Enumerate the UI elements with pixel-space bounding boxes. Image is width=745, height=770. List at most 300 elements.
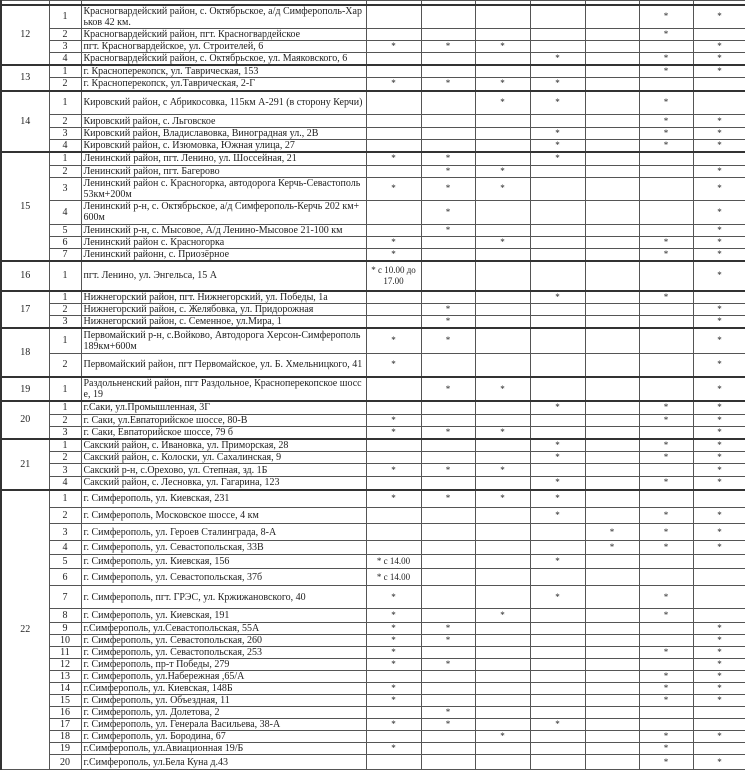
mark-cell xyxy=(585,401,639,414)
mark-cell xyxy=(421,248,475,261)
table-row xyxy=(1,248,745,261)
mark-cell xyxy=(421,128,475,140)
mark-cell: * xyxy=(639,609,693,623)
row-number: 3 xyxy=(49,426,81,439)
table-row xyxy=(1,261,745,291)
mark-cell xyxy=(585,291,639,304)
address-cell: Красногвардейский район, пгт. Красногвардейское xyxy=(81,28,366,40)
mark-cell: * xyxy=(693,140,745,153)
mark-cell xyxy=(475,541,530,555)
mark-cell xyxy=(530,707,585,719)
table-row xyxy=(1,755,745,770)
mark-cell: * xyxy=(421,303,475,315)
mark-cell: * xyxy=(475,78,530,91)
row-number: 3 xyxy=(49,464,81,477)
mark-cell xyxy=(475,755,530,770)
mark-cell: * xyxy=(475,609,530,623)
mark-cell xyxy=(639,719,693,731)
row-number: 6 xyxy=(49,569,81,586)
mark-cell: * xyxy=(693,115,745,128)
mark-cell: * xyxy=(530,490,585,508)
mark-cell xyxy=(366,315,421,328)
mark-cell xyxy=(585,695,639,707)
mark-cell xyxy=(475,671,530,683)
mark-cell xyxy=(639,569,693,586)
table-row xyxy=(1,236,745,248)
mark-cell: * xyxy=(693,248,745,261)
mark-cell xyxy=(639,555,693,569)
mark-cell xyxy=(585,659,639,671)
table-row xyxy=(1,439,745,452)
mark-cell xyxy=(366,52,421,65)
mark-cell: * xyxy=(366,414,421,426)
address-cell: Сакский район, с. Колоски, ул. Сахалинская, 9 xyxy=(81,452,366,464)
mark-cell xyxy=(421,28,475,40)
table-row xyxy=(1,224,745,236)
mark-cell xyxy=(475,261,530,291)
address-cell: Сакский район, с. Ивановка, ул. Приморская, 28 xyxy=(81,439,366,452)
address-cell: Красногвардейский район, с. Октябрьское, ул. Маяковского, 6 xyxy=(81,52,366,65)
mark-cell: * xyxy=(639,743,693,755)
table-row xyxy=(1,5,745,29)
mark-cell: * xyxy=(639,586,693,609)
mark-cell xyxy=(585,248,639,261)
mark-cell: * xyxy=(366,609,421,623)
mark-cell xyxy=(530,315,585,328)
mark-cell: * xyxy=(693,401,745,414)
row-number: 2 xyxy=(49,28,81,40)
address-cell: г. Саки, ул.Евпаторийское шоссе, 80-В xyxy=(81,414,366,426)
mark-cell: * xyxy=(693,683,745,695)
table-row xyxy=(1,508,745,524)
mark-cell xyxy=(366,401,421,414)
group-number: 15 xyxy=(1,152,49,261)
row-number: 20 xyxy=(49,755,81,770)
group-number: 16 xyxy=(1,261,49,291)
mark-cell xyxy=(639,261,693,291)
mark-cell xyxy=(475,303,530,315)
row-number: 2 xyxy=(49,303,81,315)
row-number: 5 xyxy=(49,224,81,236)
table-row xyxy=(1,377,745,401)
mark-cell xyxy=(530,261,585,291)
mark-cell: * xyxy=(585,541,639,555)
group-number: 17 xyxy=(1,291,49,329)
mark-cell: * xyxy=(366,152,421,165)
group-number: 20 xyxy=(1,401,49,439)
row-number: 1 xyxy=(49,65,81,78)
mark-cell: * xyxy=(421,707,475,719)
mark-cell: * xyxy=(530,52,585,65)
mark-cell xyxy=(530,328,585,353)
mark-cell xyxy=(639,78,693,91)
mark-cell: * xyxy=(693,165,745,177)
table-row xyxy=(1,647,745,659)
mark-cell xyxy=(421,569,475,586)
address-cell: г. Симферополь, ул. Героев Сталинграда, 8-А xyxy=(81,524,366,541)
mark-cell: * xyxy=(366,40,421,52)
address-cell: пгт. Ленино, ул. Энгельса, 15 А xyxy=(81,261,366,291)
mark-cell: * xyxy=(639,291,693,304)
mark-cell xyxy=(585,91,639,115)
table-row xyxy=(1,683,745,695)
table-row xyxy=(1,586,745,609)
mark-cell xyxy=(366,671,421,683)
table-row xyxy=(1,152,745,165)
mark-cell: * xyxy=(366,659,421,671)
mark-cell: * xyxy=(693,303,745,315)
mark-cell xyxy=(475,248,530,261)
mark-cell xyxy=(585,177,639,200)
table-row xyxy=(1,477,745,490)
mark-cell xyxy=(475,401,530,414)
mark-cell: * xyxy=(693,731,745,743)
address-cell: г.Симферополь, ул. Киевская, 148Б xyxy=(81,683,366,695)
mark-cell xyxy=(475,647,530,659)
mark-cell: * xyxy=(421,177,475,200)
row-number: 17 xyxy=(49,719,81,731)
mark-cell: * xyxy=(366,426,421,439)
mark-cell: * xyxy=(530,719,585,731)
mark-cell: * xyxy=(366,623,421,635)
mark-cell: * xyxy=(366,328,421,353)
mark-cell xyxy=(530,524,585,541)
mark-cell xyxy=(366,439,421,452)
mark-cell: * xyxy=(475,236,530,248)
table-row xyxy=(1,743,745,755)
address-cell: г. Симферополь, ул. Долетова, 2 xyxy=(81,707,366,719)
mark-cell xyxy=(639,464,693,477)
mark-cell xyxy=(639,635,693,647)
table-row xyxy=(1,303,745,315)
mark-cell: * xyxy=(366,743,421,755)
mark-cell: * xyxy=(530,508,585,524)
mark-cell xyxy=(530,353,585,377)
mark-cell xyxy=(366,140,421,153)
row-number: 14 xyxy=(49,683,81,695)
address-cell: г. Симферополь, ул. Киевская, 156 xyxy=(81,555,366,569)
address-cell: пгт. Красногвардейское, ул. Строителей, 6 xyxy=(81,40,366,52)
mark-cell xyxy=(366,452,421,464)
address-cell: Сакский район, с. Лесновка, ул. Гагарина, 123 xyxy=(81,477,366,490)
mark-cell xyxy=(421,695,475,707)
mark-cell: * xyxy=(693,261,745,291)
group-number: 12 xyxy=(1,5,49,65)
mark-cell xyxy=(530,115,585,128)
row-number: 1 xyxy=(49,152,81,165)
mark-cell xyxy=(475,586,530,609)
mark-cell: * с 10.00 до 17.00 xyxy=(366,261,421,291)
mark-cell xyxy=(585,477,639,490)
mark-cell xyxy=(693,586,745,609)
mark-cell: * xyxy=(366,635,421,647)
mark-cell xyxy=(639,426,693,439)
address-cell: г. Симферополь, ул. Севастопольская, 33В xyxy=(81,541,366,555)
mark-cell xyxy=(530,65,585,78)
mark-cell xyxy=(530,464,585,477)
address-cell: г.Симферополь, ул.Авиационная 19/Б xyxy=(81,743,366,755)
mark-cell xyxy=(585,683,639,695)
mark-cell xyxy=(475,508,530,524)
mark-cell xyxy=(639,707,693,719)
mark-cell xyxy=(639,165,693,177)
mark-cell xyxy=(585,414,639,426)
mark-cell: * xyxy=(693,40,745,52)
mark-cell xyxy=(585,490,639,508)
group-number: 19 xyxy=(1,377,49,401)
mark-cell: * xyxy=(475,165,530,177)
mark-cell xyxy=(585,128,639,140)
mark-cell xyxy=(366,731,421,743)
mark-cell: * xyxy=(475,177,530,200)
mark-cell xyxy=(421,353,475,377)
row-number: 12 xyxy=(49,659,81,671)
table-row xyxy=(1,177,745,200)
row-number: 1 xyxy=(49,328,81,353)
mark-cell xyxy=(421,755,475,770)
mark-cell xyxy=(585,328,639,353)
mark-cell: * xyxy=(366,683,421,695)
mark-cell xyxy=(639,224,693,236)
mark-cell xyxy=(585,452,639,464)
mark-cell xyxy=(693,743,745,755)
mark-cell xyxy=(421,541,475,555)
mark-cell: * xyxy=(693,236,745,248)
mark-cell xyxy=(421,261,475,291)
address-cell: г.Симферополь, ул.Бела Куна д.43 xyxy=(81,755,366,770)
mark-cell: * xyxy=(530,452,585,464)
mark-cell xyxy=(475,414,530,426)
mark-cell xyxy=(585,303,639,315)
address-cell: Кировский район, с. Льговское xyxy=(81,115,366,128)
mark-cell xyxy=(585,40,639,52)
mark-cell: * xyxy=(693,439,745,452)
mark-cell: * xyxy=(693,695,745,707)
mark-cell: * xyxy=(366,719,421,731)
mark-cell: * xyxy=(639,755,693,770)
mark-cell xyxy=(585,464,639,477)
mark-cell: * xyxy=(639,28,693,40)
mark-cell: * xyxy=(693,224,745,236)
mark-cell xyxy=(475,743,530,755)
row-number: 7 xyxy=(49,586,81,609)
mark-cell: * xyxy=(475,40,530,52)
mark-cell xyxy=(475,200,530,224)
mark-cell xyxy=(475,328,530,353)
mark-cell xyxy=(530,609,585,623)
row-number: 8 xyxy=(49,609,81,623)
mark-cell: * xyxy=(366,248,421,261)
row-number: 2 xyxy=(49,78,81,91)
mark-cell xyxy=(585,569,639,586)
mark-cell xyxy=(366,303,421,315)
group-number: 21 xyxy=(1,439,49,490)
address-cell: г. Симферополь, ул. Генерала Васильева, 38-А xyxy=(81,719,366,731)
mark-cell xyxy=(585,165,639,177)
row-number: 3 xyxy=(49,315,81,328)
address-cell: Красногвардейский район, с. Октябрьское, а/д Симферополь-Харьков 42 км. xyxy=(81,5,366,29)
mark-cell xyxy=(421,743,475,755)
row-number: 4 xyxy=(49,200,81,224)
row-number: 3 xyxy=(49,40,81,52)
table-row xyxy=(1,291,745,304)
mark-cell xyxy=(475,719,530,731)
mark-cell: * xyxy=(693,65,745,78)
mark-cell xyxy=(639,152,693,165)
address-cell: г. Симферополь, ул. Севастопольская, 260 xyxy=(81,635,366,647)
mark-cell: * xyxy=(421,464,475,477)
mark-cell: * xyxy=(366,647,421,659)
table-row xyxy=(1,353,745,377)
row-number: 4 xyxy=(49,541,81,555)
mark-cell: * xyxy=(639,140,693,153)
mark-cell xyxy=(530,5,585,29)
mark-cell: * xyxy=(366,490,421,508)
address-cell: г. Симферополь, ул. Севастопольская, 37б xyxy=(81,569,366,586)
mark-cell: * xyxy=(693,671,745,683)
table-row xyxy=(1,524,745,541)
table-row xyxy=(1,401,745,414)
mark-cell: * xyxy=(693,200,745,224)
mark-cell xyxy=(475,28,530,40)
mark-cell: * xyxy=(421,719,475,731)
mark-cell xyxy=(639,623,693,635)
mark-cell: * xyxy=(421,78,475,91)
address-cell: Ленинский район с. Красногорка, автодорога Керчь-Севастополь 53км+200м xyxy=(81,177,366,200)
mark-cell xyxy=(421,671,475,683)
address-cell: Сакский р-н, с.Орехово, ул. Степная, зд. 1Б xyxy=(81,464,366,477)
mark-cell: * xyxy=(693,177,745,200)
mark-cell xyxy=(693,719,745,731)
mark-cell xyxy=(366,707,421,719)
mark-cell xyxy=(585,555,639,569)
mark-cell xyxy=(585,707,639,719)
mark-cell xyxy=(366,200,421,224)
mark-cell: * xyxy=(530,401,585,414)
mark-cell xyxy=(639,377,693,401)
mark-cell: * xyxy=(366,586,421,609)
mark-cell xyxy=(475,659,530,671)
address-cell: г.Саки, ул.Промышленная, 3Г xyxy=(81,401,366,414)
mark-cell: * xyxy=(475,490,530,508)
mark-cell: * xyxy=(530,78,585,91)
mark-cell xyxy=(475,52,530,65)
mark-cell: * xyxy=(639,477,693,490)
mark-cell xyxy=(421,586,475,609)
mark-cell: * xyxy=(639,65,693,78)
mark-cell xyxy=(585,52,639,65)
table-row xyxy=(1,719,745,731)
mark-cell: * xyxy=(639,647,693,659)
row-number: 9 xyxy=(49,623,81,635)
row-number: 1 xyxy=(49,377,81,401)
address-cell: Кировский район, с. Изюмовка, Южная улица, 27 xyxy=(81,140,366,153)
mark-cell xyxy=(639,328,693,353)
row-number: 2 xyxy=(49,452,81,464)
mark-cell: * xyxy=(693,464,745,477)
mark-cell: * xyxy=(639,439,693,452)
row-number: 2 xyxy=(49,165,81,177)
mark-cell xyxy=(585,586,639,609)
mark-cell: * xyxy=(693,477,745,490)
mark-cell xyxy=(530,177,585,200)
address-cell: Ленинский район, пгт. Багерово xyxy=(81,165,366,177)
mark-cell xyxy=(421,609,475,623)
address-cell: г. Симферополь, Московское шоссе, 4 км xyxy=(81,508,366,524)
mark-cell xyxy=(639,659,693,671)
mark-cell xyxy=(585,65,639,78)
table-row xyxy=(1,707,745,719)
mark-cell xyxy=(530,200,585,224)
table-row xyxy=(1,328,745,353)
address-cell: Первомайский р-н, с.Войково, Автодорога Херсон-Симферополь 189км+600м xyxy=(81,328,366,353)
table-row xyxy=(1,40,745,52)
mark-cell xyxy=(530,683,585,695)
table-row xyxy=(1,28,745,40)
mark-cell xyxy=(366,65,421,78)
row-number: 11 xyxy=(49,647,81,659)
row-number: 2 xyxy=(49,414,81,426)
mark-cell xyxy=(693,490,745,508)
mark-cell: * xyxy=(693,647,745,659)
mark-cell: * xyxy=(693,623,745,635)
row-number: 3 xyxy=(49,128,81,140)
mark-cell xyxy=(530,303,585,315)
table-row xyxy=(1,315,745,328)
mark-cell: * xyxy=(693,635,745,647)
table-row xyxy=(1,555,745,569)
address-cell: Нижнегорский район, с. Желябовка, ул. Придорожная xyxy=(81,303,366,315)
mark-cell xyxy=(585,743,639,755)
address-cell: г. Симферополь, ул. Севастопольская, 253 xyxy=(81,647,366,659)
mark-cell: * с 14.00 xyxy=(366,555,421,569)
address-cell: г. Симферополь, ул. Киевская, 191 xyxy=(81,609,366,623)
mark-cell xyxy=(366,755,421,770)
mark-cell: * xyxy=(421,165,475,177)
address-cell: г. Красноперекопск, ул. Таврическая, 153 xyxy=(81,65,366,78)
mark-cell: * xyxy=(421,490,475,508)
mark-cell xyxy=(530,635,585,647)
mark-cell xyxy=(530,755,585,770)
mark-cell xyxy=(585,224,639,236)
table-row xyxy=(1,671,745,683)
table-row xyxy=(1,200,745,224)
mark-cell: * xyxy=(693,315,745,328)
mark-cell xyxy=(585,78,639,91)
table-row xyxy=(1,464,745,477)
mark-cell: * xyxy=(421,377,475,401)
mark-cell xyxy=(530,671,585,683)
mark-cell xyxy=(639,177,693,200)
mark-cell xyxy=(639,303,693,315)
mark-cell xyxy=(475,224,530,236)
mark-cell xyxy=(693,569,745,586)
address-cell: Кировский район, с Абрикосовка, 115км А-291 (в сторону Керчи) xyxy=(81,91,366,115)
address-cell: Кировский район, Владиславовка, Виноградная ул., 2В xyxy=(81,128,366,140)
address-cell: г. Симферополь, пгт. ГРЭС, ул. Кржижановского, 40 xyxy=(81,586,366,609)
row-number: 4 xyxy=(49,140,81,153)
table-row xyxy=(1,731,745,743)
mark-cell: * xyxy=(639,452,693,464)
mark-cell: * xyxy=(693,659,745,671)
mark-cell: * xyxy=(639,683,693,695)
mark-cell: * xyxy=(530,291,585,304)
mark-cell: * xyxy=(639,91,693,115)
mark-cell: * xyxy=(421,152,475,165)
table-row xyxy=(1,569,745,586)
mark-cell xyxy=(366,91,421,115)
row-number: 6 xyxy=(49,236,81,248)
